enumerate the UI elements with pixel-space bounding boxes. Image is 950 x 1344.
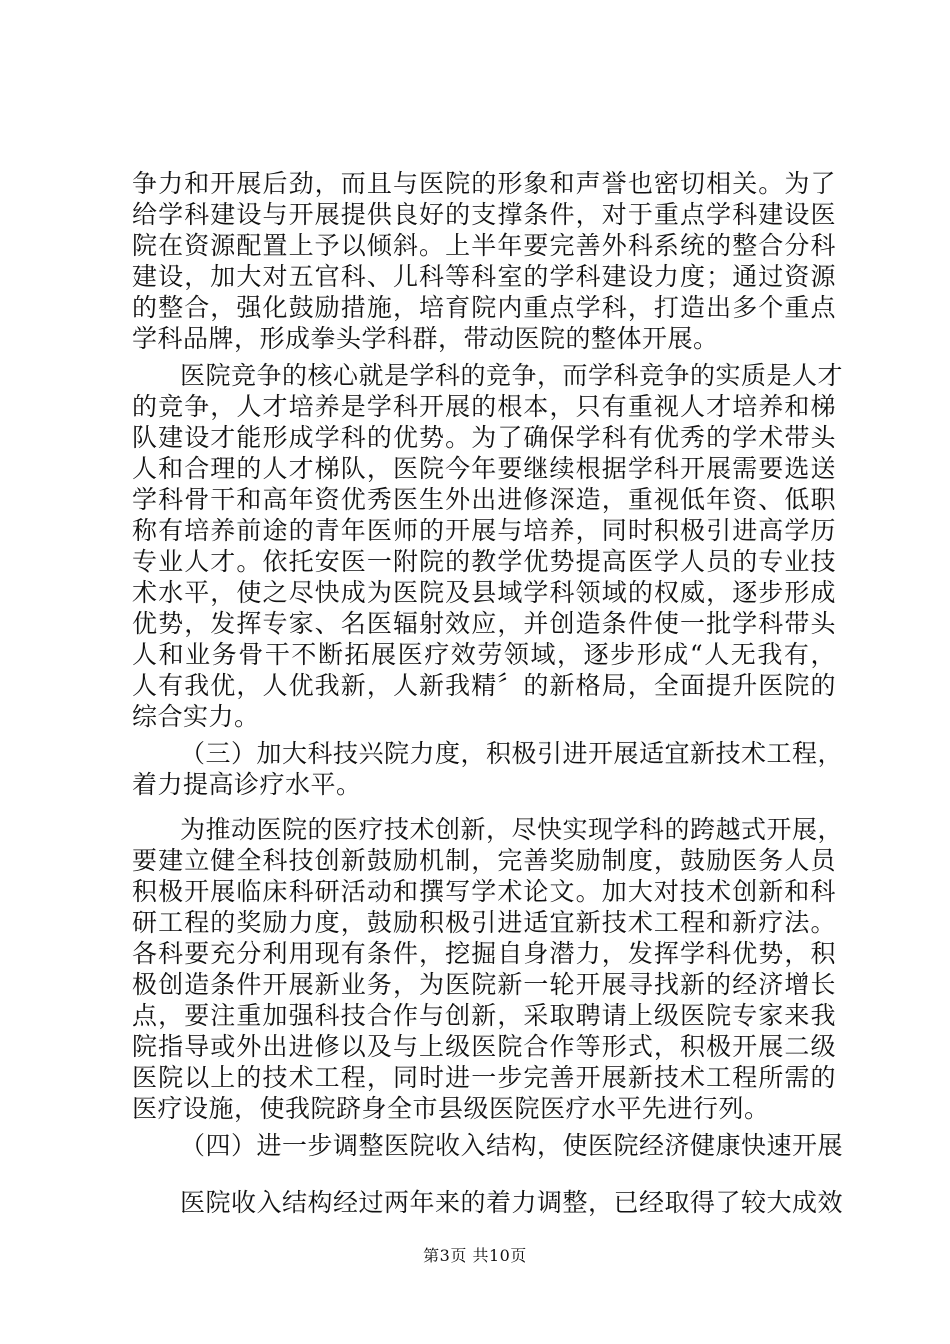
text-line: 称有培养前途的青年医师的开展与培养，同时积极引进高学历 [132,516,836,545]
text-line: 极创造条件开展新业务，为医院新一轮开展寻找新的经济增长 [132,970,836,999]
paragraph [132,1187,844,1218]
text-line: 人有我优，人优我新，人新我精〞的新格局，全面提升医院的 [132,671,836,700]
text-line: （三）加大科技兴院力度，积极引进开展适宜新技术工程， [180,739,844,768]
text-line: 术水平，使之尽快成为医院及县域学科领域的权威，逐步形成 [132,578,836,607]
text-line: 要建立健全科技创新鼓励机制，完善奖励制度，鼓励医务人员 [132,846,836,875]
text-line: 的竞争，人才培养是学科开展的根本，只有重视人才培养和梯 [132,392,836,421]
text-line: 着力提高诊疗水平。 [132,770,362,799]
text-line: 争力和开展后劲，而且与医院的形象和声誉也密切相关。为了 [132,169,836,198]
text-line: 优势，发挥专家、名医辐射效应，并创造条件使一批学科带头 [132,609,836,638]
text-line: 学科骨干和高年资优秀医生外出进修深造，重视低年资、低职 [132,485,836,514]
text-line: （四）进一步调整医院收入结构，使医院经济健康快速开展 [180,1131,844,1160]
text-line: 综合实力。 [132,702,260,731]
section-heading [132,1130,844,1161]
text-line: 的整合，强化鼓励措施，培育院内重点学科，打造出多个重点 [132,293,836,322]
text-line: 为推动医院的医疗技术创新，尽快实现学科的跨越式开展， [180,815,844,844]
document-body [132,168,844,1218]
text-line: 医院竞争的核心就是学科的竞争，而学科竞争的实质是人才 [180,361,844,390]
section-heading [132,738,844,800]
paragraph [132,360,844,732]
text-line: 人和合理的人才梯队，医院今年要继续根据学科开展需要选送 [132,454,836,483]
text-line: 医疗设施，使我院跻身全市县级医院医疗水平先进行列。 [132,1094,770,1123]
text-line: 积极开展临床科研活动和撰写学术论文。加大对技术创新和科 [132,877,836,906]
text-line: 队建设才能形成学科的优势。为了确保学科有优秀的学术带头 [132,423,836,452]
text-line: 研工程的奖励力度，鼓励积极引进适宜新技术工程和新疗法。 [132,908,836,937]
text-line: 院在资源配置上予以倾斜。上半年要完善外科系统的整合分科 [132,231,836,260]
text-line: 专业人才。依托安医一附院的教学优势提高医学人员的专业技 [132,547,836,576]
text-line: 院指导或外出进修以及与上级医院合作等形式，积极开展二级 [132,1032,836,1061]
text-line: 给学科建设与开展提供良好的支撑条件，对于重点学科建设医 [132,200,836,229]
paragraph [132,814,844,1124]
text-line: 各科要充分利用现有条件，挖掘自身潜力，发挥学科优势，积 [132,939,836,968]
page-number-footer: 第3页 共10页 [423,1246,527,1265]
text-line: 建设，加大对五官科、儿科等科室的学科建设力度；通过资源 [132,262,836,291]
text-line: 人和业务骨干不断拓展医疗效劳领域，逐步形成“人无我有， [132,640,836,669]
text-line: 点，要注重加强科技合作与创新，采取聘请上级医院专家来我 [132,1001,836,1030]
text-line: 医院收入结构经过两年来的着力调整，已经取得了较大成效 [180,1188,844,1217]
paragraph [132,168,836,354]
text-line: 学科品牌，形成拳头学科群，带动医院的整体开展。 [132,324,719,353]
text-line: 医院以上的技术工程，同时进一步完善开展新技术工程所需的 [132,1063,836,1092]
